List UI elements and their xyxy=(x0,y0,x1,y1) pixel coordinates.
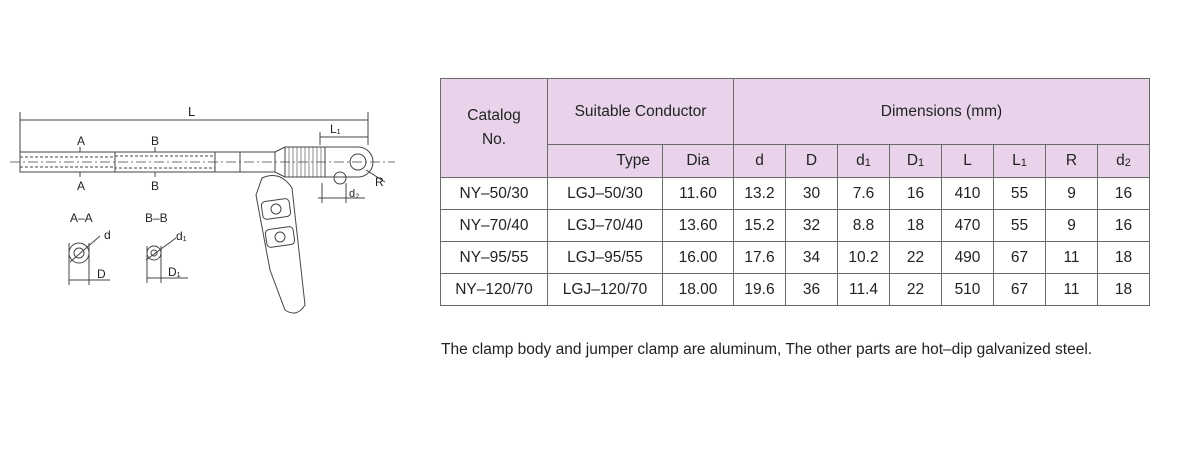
label-B-top: B xyxy=(151,134,160,148)
col-d2-sub: 2 xyxy=(1124,157,1131,169)
clamp-bolt-2 xyxy=(265,226,295,248)
cell-d: 30 xyxy=(786,178,838,210)
cell-d: 36 xyxy=(786,274,838,306)
label-B-bottom: B xyxy=(151,179,160,193)
cell-l1: 55 xyxy=(994,210,1046,242)
cell-d2: 18 xyxy=(1098,242,1150,274)
header-conductor: Suitable Conductor xyxy=(548,79,734,145)
bolt-head-1 xyxy=(271,204,281,214)
cell-r: 9 xyxy=(1046,178,1098,210)
col-L1 xyxy=(994,145,1046,178)
cell-d1: 22 xyxy=(890,242,942,274)
cell-l: 490 xyxy=(942,242,994,274)
cell-d2: 16 xyxy=(1098,210,1150,242)
col-R: R xyxy=(1046,145,1098,178)
cell-r: 9 xyxy=(1046,210,1098,242)
cell-d1: 7.6 xyxy=(838,178,890,210)
label-BB: B–B xyxy=(145,211,168,225)
label-A-top: A xyxy=(77,134,86,148)
cell-l1: 67 xyxy=(994,274,1046,306)
cell-catalog: NY–95/55 xyxy=(441,242,548,274)
col-d2 xyxy=(1098,145,1150,178)
cell-type: LGJ–70/40 xyxy=(548,210,663,242)
cell-l: 510 xyxy=(942,274,994,306)
cell-d: 17.6 xyxy=(734,242,786,274)
cell-dia: 16.00 xyxy=(663,242,734,274)
label-A-bottom: A xyxy=(77,179,86,193)
label-D: D xyxy=(97,267,106,281)
cell-l: 410 xyxy=(942,178,994,210)
cell-d: 13.2 xyxy=(734,178,786,210)
col-D1 xyxy=(890,145,942,178)
cell-dia: 11.60 xyxy=(663,178,734,210)
table-row xyxy=(441,210,1150,242)
spec-table xyxy=(440,78,1150,306)
bolt-head-2 xyxy=(275,232,285,242)
dim-d-leader xyxy=(70,236,100,262)
pin xyxy=(334,172,346,184)
cell-d1: 10.2 xyxy=(838,242,890,274)
cell-type: LGJ–50/30 xyxy=(548,178,663,210)
jumper-clamp xyxy=(256,176,305,314)
label-L: L xyxy=(188,104,196,119)
header-catalog-text: Catalog No. xyxy=(467,107,521,148)
cell-d1: 8.8 xyxy=(838,210,890,242)
clamp-bolt-1 xyxy=(261,198,291,220)
cell-l1: 67 xyxy=(994,242,1046,274)
col-L1-sub: 1 xyxy=(1020,157,1027,169)
cell-d2: 18 xyxy=(1098,274,1150,306)
cell-catalog: NY–120/70 xyxy=(441,274,548,306)
cell-catalog: NY–70/40 xyxy=(441,210,548,242)
table-row xyxy=(441,178,1150,210)
col-d2-main: d xyxy=(1116,152,1125,169)
col-dia: Dia xyxy=(663,145,734,178)
cell-d2: 16 xyxy=(1098,178,1150,210)
col-d1-main: d xyxy=(856,152,865,169)
label-L1: L₁ xyxy=(330,122,341,136)
cell-r: 11 xyxy=(1046,242,1098,274)
cell-d1: 11.4 xyxy=(838,274,890,306)
technical-drawing xyxy=(0,0,420,340)
col-d1-sub: 1 xyxy=(864,157,871,169)
section-AA-inner xyxy=(74,248,84,258)
header-dimensions: Dimensions (mm) xyxy=(734,79,1150,145)
col-L1-main: L xyxy=(1012,152,1021,169)
col-D1-main: D xyxy=(906,152,919,169)
header-catalog xyxy=(441,79,548,178)
table-row xyxy=(441,274,1150,306)
cell-d1: 16 xyxy=(890,178,942,210)
col-L: L xyxy=(942,145,994,178)
col-d1 xyxy=(838,145,890,178)
label-D1: D₁ xyxy=(168,265,181,279)
col-d: d xyxy=(734,145,786,178)
label-R: R xyxy=(375,175,384,189)
col-type xyxy=(548,145,663,178)
label-d2: d₂ xyxy=(349,188,360,200)
label-AA: A–A xyxy=(70,211,93,225)
col-D: D xyxy=(786,145,838,178)
cell-catalog: NY–50/30 xyxy=(441,178,548,210)
table-body xyxy=(441,178,1150,306)
table-row xyxy=(441,242,1150,274)
cell-l1: 55 xyxy=(994,178,1046,210)
cell-type: LGJ–120/70 xyxy=(548,274,663,306)
material-note: The clamp body and jumper clamp are aluminum, The other parts are hot–dip galvanized steel. xyxy=(441,341,1093,358)
cell-d: 19.6 xyxy=(734,274,786,306)
cell-d: 15.2 xyxy=(734,210,786,242)
cell-d1: 22 xyxy=(890,274,942,306)
label-d: d xyxy=(104,228,111,242)
cell-l: 470 xyxy=(942,210,994,242)
rod-body xyxy=(20,152,275,172)
cell-dia: 18.00 xyxy=(663,274,734,306)
col-D1-sub: 1 xyxy=(918,157,925,169)
cell-r: 11 xyxy=(1046,274,1098,306)
cell-d: 34 xyxy=(786,242,838,274)
label-d1: d₁ xyxy=(176,229,187,243)
cell-dia: 13.60 xyxy=(663,210,734,242)
cell-type: LGJ–95/55 xyxy=(548,242,663,274)
col-type-text: Type xyxy=(616,152,650,169)
cell-d1: 18 xyxy=(890,210,942,242)
cell-d: 32 xyxy=(786,210,838,242)
